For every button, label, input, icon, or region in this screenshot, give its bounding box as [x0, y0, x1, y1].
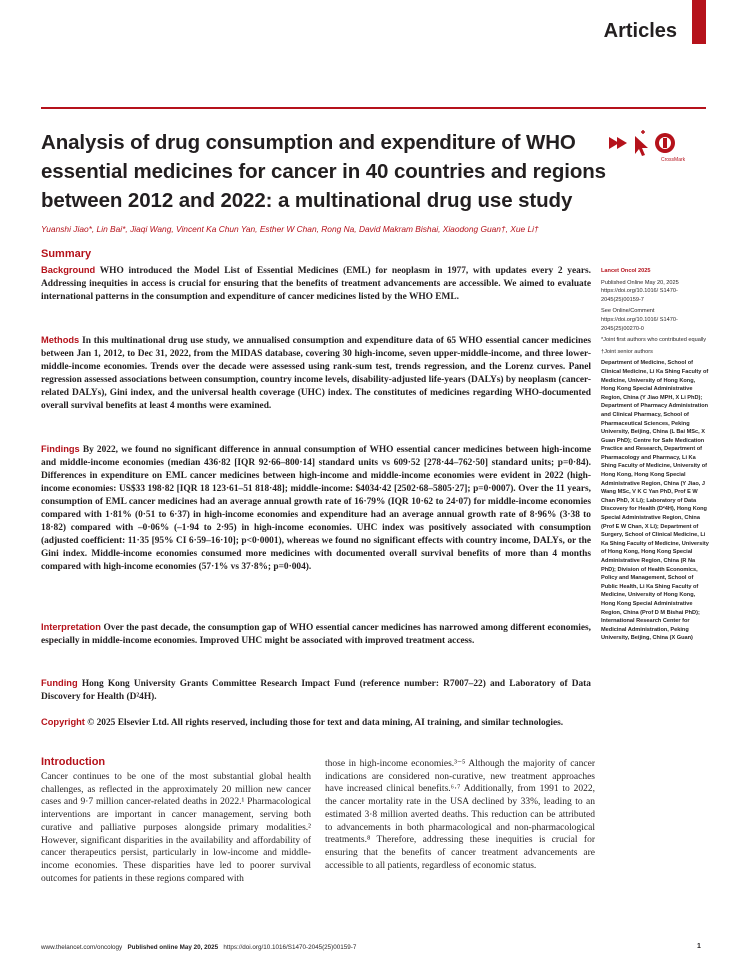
abstract-interpretation — [41, 621, 591, 648]
journal-citation: Lancet Oncol 2025 — [601, 268, 651, 274]
author-list: Yuanshi Jiao*, Lin Bai*, Jiaqi Wang, Vincent Ka Chun Yan, Esther W Chan, Rong Na, David Makram Bishai, Xiaodong Guan†, Xue Li† — [41, 224, 539, 234]
copyright-text: © 2025 Elsevier Ltd. All rights reserved, including those for text and data mining, AI training, and similar technologies. — [87, 718, 564, 728]
introduction-heading: Introduction — [41, 756, 106, 768]
see-online-comment-link[interactable]: See Online/Comment https://doi.org/10.1016/ S1470-2045(25)00270-0 — [601, 308, 678, 332]
open-access-arrow-icon[interactable] — [607, 132, 633, 154]
abstract-background — [41, 264, 591, 304]
abstract-copyright — [41, 716, 591, 730]
methods-text: In this multinational drug use study, we annualised consumption and expenditure data of 65 WHO essential cancer medicines between Jan 1, 2012, to Dec 31, 2022, from the MIDAS database, covering 30 high-income, seven upper-middle-income, and three lower-middle-income economies. Trends over the decade were assessed using rank-sum test, trends regression, and the Lorenz curves. Panel regression assessed associations between consumption, country income levels, disability-adjusted life-years (DALYs) by neoplasm (cancer-related DALYs), Gini index, and the universal health coverage (UHC) index. The constitutes of medicines regarding WHO-documented overall survival benefits at least 4 months were examined. — [41, 336, 592, 411]
article-icons — [607, 132, 702, 168]
joint-first-note: *Joint first authors who contributed equally — [601, 337, 707, 344]
crossmark-label: CrossMark — [661, 157, 686, 163]
article-sidebar — [601, 267, 709, 646]
journal-website-link[interactable]: www.thelancet.com/oncology — [41, 944, 123, 951]
section-tab-marker — [692, 0, 706, 44]
joint-senior-note: †Joint senior authors — [601, 348, 653, 355]
background-label: Background — [41, 265, 96, 275]
footer-published: Published online May 20, 2025 — [127, 944, 219, 951]
copyright-label: Copyright — [41, 717, 85, 727]
funding-text: Hong Kong University Grants Committee Research Impact Fund (reference number: R7007–22) and Laboratory of Data Discovery for Health (D²4H). — [41, 679, 591, 702]
section-label: Articles — [603, 20, 677, 42]
interpretation-text: Over the past decade, the consumption gap of WHO essential cancer medicines has narrowed among different economies, especially in middle-income economies. Improved UHC might be associated with improved treatment access. — [41, 623, 592, 646]
findings-label: Findings — [41, 444, 80, 454]
methods-label: Methods — [41, 335, 80, 345]
crossmark-icon[interactable] — [654, 132, 676, 154]
funding-label: Funding — [41, 678, 78, 688]
abstract-funding — [41, 677, 591, 704]
abstract-findings — [41, 443, 591, 574]
findings-text: By 2022, we found no significant difference in annual consumption of WHO essential cancer medicines between high-income and middle-income economies (median 436·82 [IQR 92·66–800·14] standard units vs 609·52 [278·44–762·50] standard units; p=0·84). Differences in expenditure on EML cancer medicines between high-income and middle-income economies were evident in 2022 (high-income economies: US$33 198·82 [IQR 18 123·61–51 818·48]; middle-income: $4034·42 [2502·68–5805·27]; p=0·0007). Over the 11 years, consumption of EML cancer medicines had an average annual growth rate of 16·79% (IQR 10·62 to 24·07) for middle-income economies compared with 1·81% (0·51 to 6·37) in high-income economies and expenditure had an average annual growth rate of 8·96% (3·38 to 18·82) compared with –0·06% (–1·94 to 2·95) in high-income economies. UHC index was positively associated with consumption (adjusted coefficient: 11·35 [95% CI 6·59–16·10]; p<0·0001), whereas we found no significant effects with country income, DALYs, or the Gini index. Middle-income economies consumed more medicines with documented overall survival benefits of more than 4 months compared with high-income economies (57·1% vs 37·8%; p=0·004). — [41, 445, 592, 572]
introduction-column-2: those in high-income economies.³⁻⁵ Although the majority of cancer indications are considered non-curative, new treatment approaches have increased clinical benefits.⁶·⁷ Additionally, from 1991 to 2022, the cancer mortality rate in the USA declined by 33%, leading to an estimated 3·8 million averted deaths. This reduction can be attributed to advancements in both pharmacological and non-pharmacological treatments.⁸ Therefore, addressing these inequities is crucial for ensuring that the benefits of cancer treatment advancements are accessible to all patients, regardless of economic status. — [325, 759, 595, 871]
article-title: Analysis of drug consumption and expenditure of WHO essential medicines for cancer in 40 countries and regions between 2012 and 2022: a multinational drug use study — [41, 131, 606, 212]
abstract-methods — [41, 334, 591, 413]
published-online-link[interactable]: Published Online May 20, 2025 https://doi.org/10.1016/ S1470-2045(25)00159-7 — [601, 279, 679, 303]
footer-doi-link[interactable]: https://doi.org/10.1016/S1470-2045(25)00159-7 — [223, 944, 357, 951]
header-rule — [41, 107, 706, 109]
page-footer — [41, 944, 356, 951]
introduction-column-1: Cancer continues to be one of the most substantial global health challenges, as reflected in the approximately 20 million new cancer cases and 9·7 million cancer-related deaths in 2022.¹ Pharmacological interventions are important in cancer management, serving both curative and palliative purposes alongside primary modalities.² However, significant disparities in the availability and affordability of cancer therapeutics persist, particularly in low-income and middle-income economies. These disparities have led to poorer survival outcomes for patients in these regions compared with — [41, 772, 311, 884]
page-number: 1 — [697, 943, 701, 950]
background-text: WHO introduced the Model List of Essential Medicines (EML) for neoplasm in 1977, with updates every 2 years. Addressing inequities in access is crucial for ensuring that the benefits of treatment advancements are accessible. We aimed to evaluate international patterns in the consumption and expenditure of cancer medicines listed by the WHO EML. — [41, 266, 591, 302]
interpretation-label: Interpretation — [41, 622, 101, 632]
altmetric-cursor-icon[interactable] — [631, 128, 651, 158]
author-affiliations: Department of Medicine, School of Clinical Medicine, Li Ka Shing Faculty of Medicine, University of Hong Kong, Hong Kong Special Administrative Region, China (Y Jiao MPH, X Li PhD); Department of Pharmacy Administration and Clinical Pharmacy, School of Pharmaceutical Sciences, Peking University, Beijing, China (L Bai MSc, X Guan PhD); Centre for Safe Medication Practice and Research, Department of Pharmacology and Pharmacy, Li Ka Shing Faculty of Medicine, University of Hong Kong, Hong Kong Special Administrative Region, China (Y Jiao, J Wang MSc, V K C Yan PhD, Prof E W Chan PhD, X Li); Laboratory of Data Discovery for Health (D²4H), Hong Kong Special Administrative Region, China (Prof E W Chan, X Li); Department of Surgery, School of Clinical Medicine, Li Ka Shing Faculty of Medicine, University of Hong Kong, Hong Kong Special Administrative Region, China (R Na PhD); Division of Health Economics, Policy and Management, School of Public Health, Li Ka Shing Faculty of Medicine, University of Hong Kong, Hong Kong Special Administrative Region, China (Prof D M Bishai PhD); International Research Center for Medicinal Administration, Peking University, Beijing, China (X Guan) — [601, 360, 709, 642]
summary-heading: Summary — [41, 248, 92, 260]
